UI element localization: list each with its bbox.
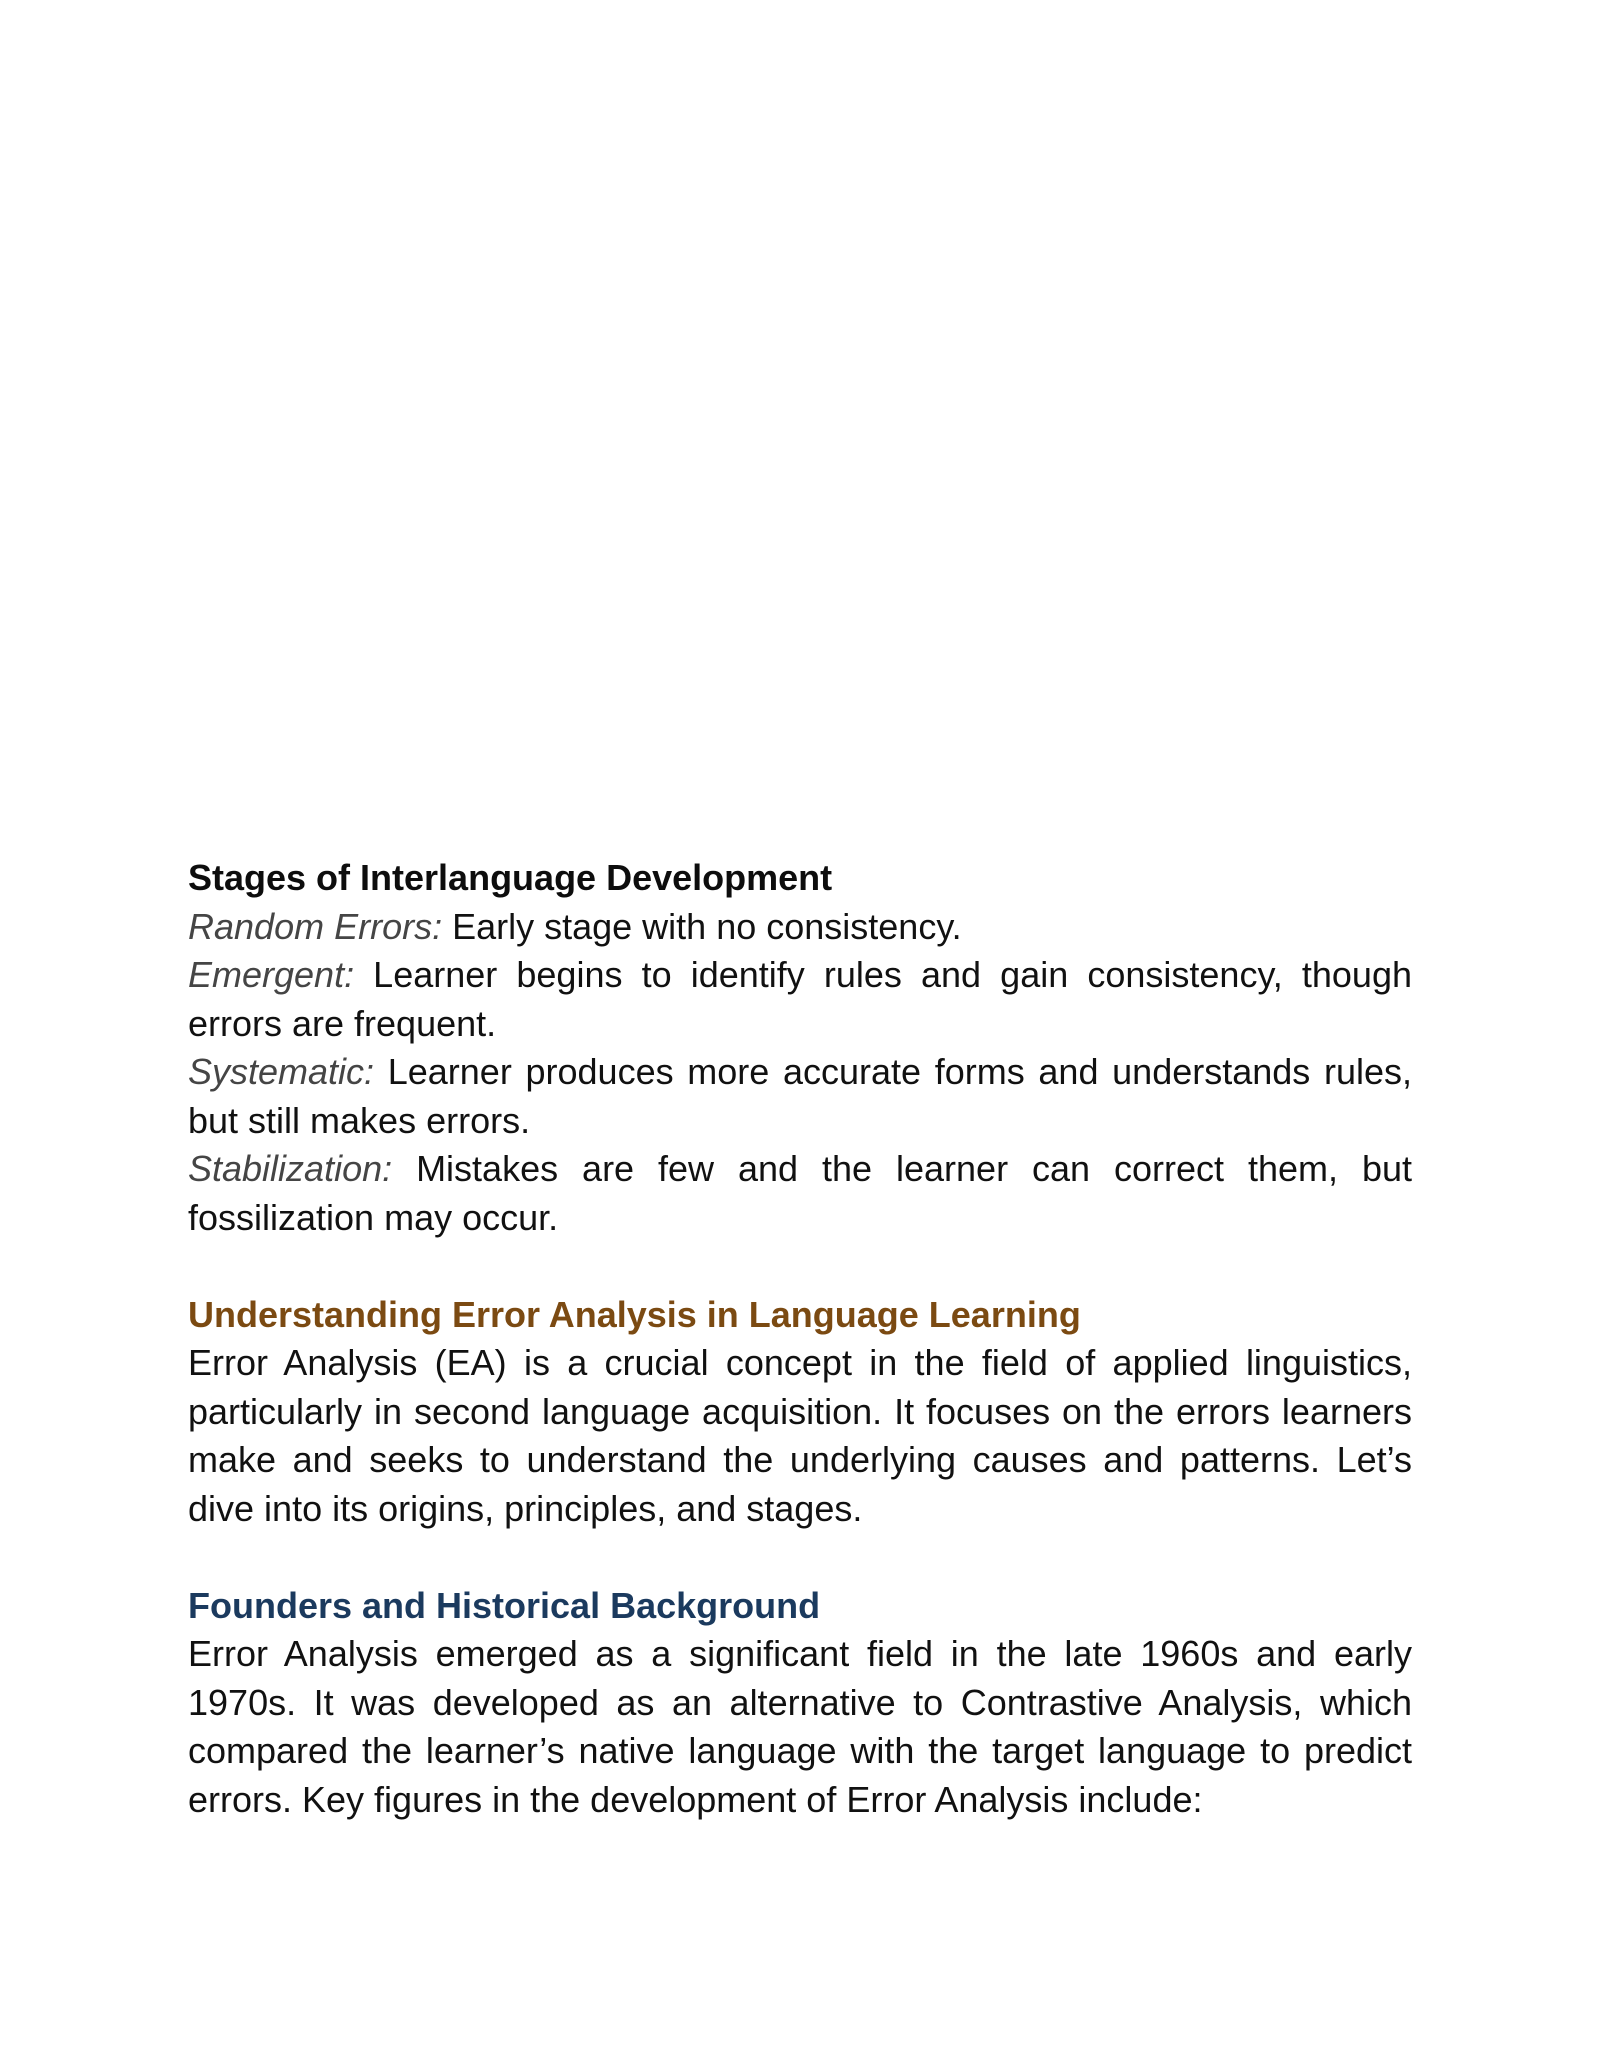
founders-heading: Founders and Historical Background (188, 1584, 821, 1626)
stage-description: Early stage with no consistency. (442, 905, 962, 947)
section-spacer (188, 1533, 1412, 1582)
section-spacer (188, 1242, 1412, 1291)
stage-description: Mistakes are few and the learner can correct them, but fossilization may occur. (188, 1148, 1412, 1238)
stage-description: Learner produces more accurate forms and understands rules, but still makes errors. (188, 1051, 1412, 1141)
stage-item-stabilization (188, 1145, 1412, 1242)
stages-heading: Stages of Interlanguage Development (188, 857, 833, 898)
stage-term: Random Errors: (188, 905, 443, 947)
founders-paragraph: Error Analysis emerged as a significant field in the late 1960s and early 1970s. It was developed as an alternative to Contrastive Analysis, which compared the learner’s native language with the target language to predict errors. Key figures in the development of Error Analysis include: (188, 1633, 1412, 1820)
stage-item-systematic (188, 1048, 1412, 1145)
understanding-paragraph: Error Analysis (EA) is a crucial concept in the field of applied linguistics, particularly in second language acquisition. It focuses on the errors learners make and seeks to understand the underlying causes and patterns. Let’s dive into its origins, principles, and stages. (188, 1342, 1412, 1529)
understanding-heading: Understanding Error Analysis in Language Learning (188, 1293, 1081, 1335)
stage-item-emergent (188, 951, 1412, 1048)
stage-description: Learner begins to identify rules and gain consistency, though errors are frequent. (188, 954, 1412, 1044)
stage-term: Emergent: (188, 954, 355, 995)
stage-term: Stabilization: (188, 1148, 393, 1189)
stage-term: Systematic: (188, 1051, 375, 1092)
stage-item-random-errors (188, 903, 1412, 952)
page-content (188, 854, 1412, 1824)
